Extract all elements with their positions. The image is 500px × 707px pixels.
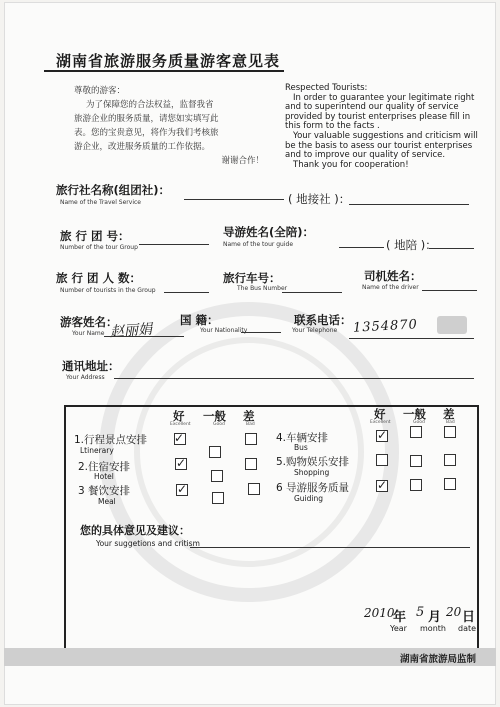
checkbox-shopping-bad[interactable] bbox=[444, 454, 456, 466]
rating-item-meal: 3 餐饮安排 bbox=[78, 485, 131, 497]
suggestions-field[interactable] bbox=[190, 547, 470, 548]
bus-label-en: The Bus Number bbox=[237, 285, 288, 292]
suggestions-label-en: Your suggetions and critism bbox=[96, 539, 200, 548]
agency-label-en: Name of the Travel Service bbox=[60, 199, 141, 206]
agency-field[interactable] bbox=[184, 199, 284, 200]
rating-item-itinerary: 1.行程景点安排 bbox=[74, 434, 148, 446]
local-guide-field[interactable] bbox=[429, 248, 474, 249]
header-ok-left: 一般 bbox=[203, 409, 226, 423]
check-mark-icon: ✓ bbox=[177, 482, 188, 496]
group-no-field[interactable] bbox=[139, 244, 209, 245]
greeting-zh bbox=[74, 84, 274, 179]
checkbox-meal-bad[interactable] bbox=[248, 483, 260, 495]
local-agency-label: ( 地接社 )： bbox=[288, 192, 351, 206]
greeting-en-line: In order to guarantee your legitimate right and to superintend our quality of service provided by tourist enterprises please fill in this form to the facts . bbox=[285, 92, 475, 132]
group-count-label: 旅 行 团 人 数： bbox=[56, 271, 142, 285]
header-bad-right-en: Bad bbox=[446, 420, 455, 425]
rating-item-guiding: 6 导游服务质量 bbox=[276, 482, 350, 494]
guide-label-en: Name of the tour guide bbox=[223, 241, 294, 248]
group-count-label-en: Number of tourists in the Group bbox=[60, 287, 156, 294]
day-label: 日 bbox=[462, 610, 476, 625]
guide-field[interactable] bbox=[339, 247, 384, 248]
rating-item-hotel-en: Hotel bbox=[94, 472, 114, 481]
header-good-left-en: Excellent bbox=[170, 422, 191, 427]
date-label-en: date bbox=[458, 624, 477, 633]
bus-field[interactable] bbox=[282, 292, 342, 293]
title-underline bbox=[44, 70, 284, 72]
group-count-field[interactable] bbox=[164, 292, 209, 293]
nationality-field[interactable] bbox=[241, 332, 281, 333]
month-value: 5 bbox=[416, 605, 425, 620]
rating-item-bus: 4.车辆安排 bbox=[276, 432, 329, 444]
driver-label-en: Name of the driver bbox=[362, 284, 419, 291]
checkbox-guiding-bad[interactable] bbox=[444, 478, 456, 490]
rating-item-meal-en: Meal bbox=[98, 497, 116, 506]
tourist-name-label-en: Your Name bbox=[72, 330, 105, 337]
phone-label-en: Your Telephone bbox=[292, 327, 338, 334]
header-bad-left: 差 bbox=[243, 409, 255, 423]
phone-redaction bbox=[437, 316, 467, 334]
header-ok-right: 一般 bbox=[403, 407, 426, 421]
tourist-name-field[interactable] bbox=[104, 336, 184, 337]
greeting-line: 尊敬的游客： bbox=[74, 86, 126, 96]
footer-authority: 湖南省旅游局监制 bbox=[399, 654, 476, 665]
greeting-line: 旅游企业的服务质量，请您如实填写此 bbox=[74, 114, 219, 124]
month-label: 月 bbox=[428, 610, 442, 625]
rating-item-bus-en: Bus bbox=[294, 443, 308, 452]
rating-item-shopping-en: Shopping bbox=[294, 468, 330, 477]
checkbox-itinerary-ok[interactable] bbox=[209, 446, 221, 458]
rating-item-guiding-en: Guiding bbox=[294, 494, 324, 503]
phone-field[interactable] bbox=[349, 338, 474, 339]
phone-label: 联系电话： bbox=[294, 313, 352, 327]
form-paper bbox=[4, 2, 496, 705]
nationality-label-en: Your Nationality bbox=[200, 327, 248, 334]
suggestions-label: 您的具体意见及建议： bbox=[80, 524, 190, 537]
bus-label: 旅行车号： bbox=[223, 271, 281, 285]
address-label-en: Your Address bbox=[66, 374, 105, 381]
driver-field[interactable] bbox=[422, 290, 477, 291]
header-good-right: 好 bbox=[374, 407, 386, 421]
checkbox-meal-ok[interactable] bbox=[212, 492, 224, 504]
agency-label: 旅行社名称(组团社)： bbox=[56, 183, 171, 197]
local-agency-field[interactable] bbox=[349, 204, 469, 205]
rating-item-shopping: 5.购物娱乐安排 bbox=[276, 456, 350, 468]
checkbox-shopping-good[interactable] bbox=[376, 454, 388, 466]
driver-label: 司机姓名： bbox=[364, 269, 422, 283]
checkbox-itinerary-bad[interactable] bbox=[245, 433, 257, 445]
guide-label: 导游姓名(全陪)： bbox=[223, 225, 315, 239]
header-good-left: 好 bbox=[173, 409, 185, 423]
greeting-en-line: Thank you for cooperation! bbox=[293, 159, 409, 170]
check-mark-icon: ✓ bbox=[176, 456, 187, 470]
header-ok-left-en: Good bbox=[213, 422, 225, 427]
month-label-en: month bbox=[420, 624, 446, 633]
nationality-label: 国 籍： bbox=[180, 313, 219, 327]
check-mark-icon: ✓ bbox=[377, 428, 388, 442]
header-bad-left-en: Bad bbox=[246, 422, 255, 427]
rating-item-itinerary-en: Ltinerary bbox=[80, 446, 114, 455]
year-label: 年 bbox=[393, 610, 407, 625]
greeting-line: 游企业，改进服务质量的工作依据。 bbox=[74, 142, 211, 152]
checkbox-shopping-ok[interactable] bbox=[410, 455, 422, 467]
checkbox-hotel-ok[interactable] bbox=[211, 470, 223, 482]
checkbox-bus-bad[interactable] bbox=[444, 426, 456, 438]
year-value: 2010 bbox=[364, 606, 395, 620]
phone-value: 1354870 bbox=[352, 317, 419, 336]
form-title: 湖南省旅游服务质量游客意见表 bbox=[56, 52, 281, 70]
group-no-label-en: Number of the tour Group bbox=[60, 244, 138, 251]
address-label: 通讯地址： bbox=[62, 359, 120, 373]
tourist-name-value: 赵丽娟 bbox=[109, 321, 153, 341]
header-bad-right: 差 bbox=[443, 407, 455, 421]
check-mark-icon: ✓ bbox=[174, 431, 185, 445]
greeting-line: 谢谢合作！ bbox=[221, 156, 264, 166]
header-good-right-en: Excellent bbox=[370, 420, 391, 425]
group-no-label: 旅 行 团 号： bbox=[60, 229, 130, 243]
tourist-name-label: 游客姓名： bbox=[60, 315, 118, 329]
day-value: 20 bbox=[446, 605, 462, 619]
local-guide-label: ( 地陪 )： bbox=[386, 238, 437, 252]
header-ok-right-en: Good bbox=[413, 420, 425, 425]
greeting-en-line: Your valuable suggestions and criticism will be the basis to asess our tourist enterprises and to improve our quality of service. bbox=[285, 130, 478, 161]
greeting-line: 为了保障您的合法权益，监督我省 bbox=[86, 100, 214, 110]
checkbox-guiding-ok[interactable] bbox=[410, 479, 422, 491]
greeting-line: 表。您的宝贵意见，将作为我们考核旅 bbox=[74, 128, 219, 138]
rating-item-hotel: 2.住宿安排 bbox=[78, 461, 131, 473]
greeting-en bbox=[285, 84, 485, 170]
address-field[interactable] bbox=[114, 378, 474, 379]
greeting-en-line: Respected Tourists: bbox=[285, 83, 368, 93]
checkbox-bus-ok[interactable] bbox=[410, 426, 422, 438]
check-mark-icon: ✓ bbox=[377, 478, 388, 492]
checkbox-hotel-bad[interactable] bbox=[245, 458, 257, 470]
year-label-en: Year bbox=[390, 624, 407, 633]
